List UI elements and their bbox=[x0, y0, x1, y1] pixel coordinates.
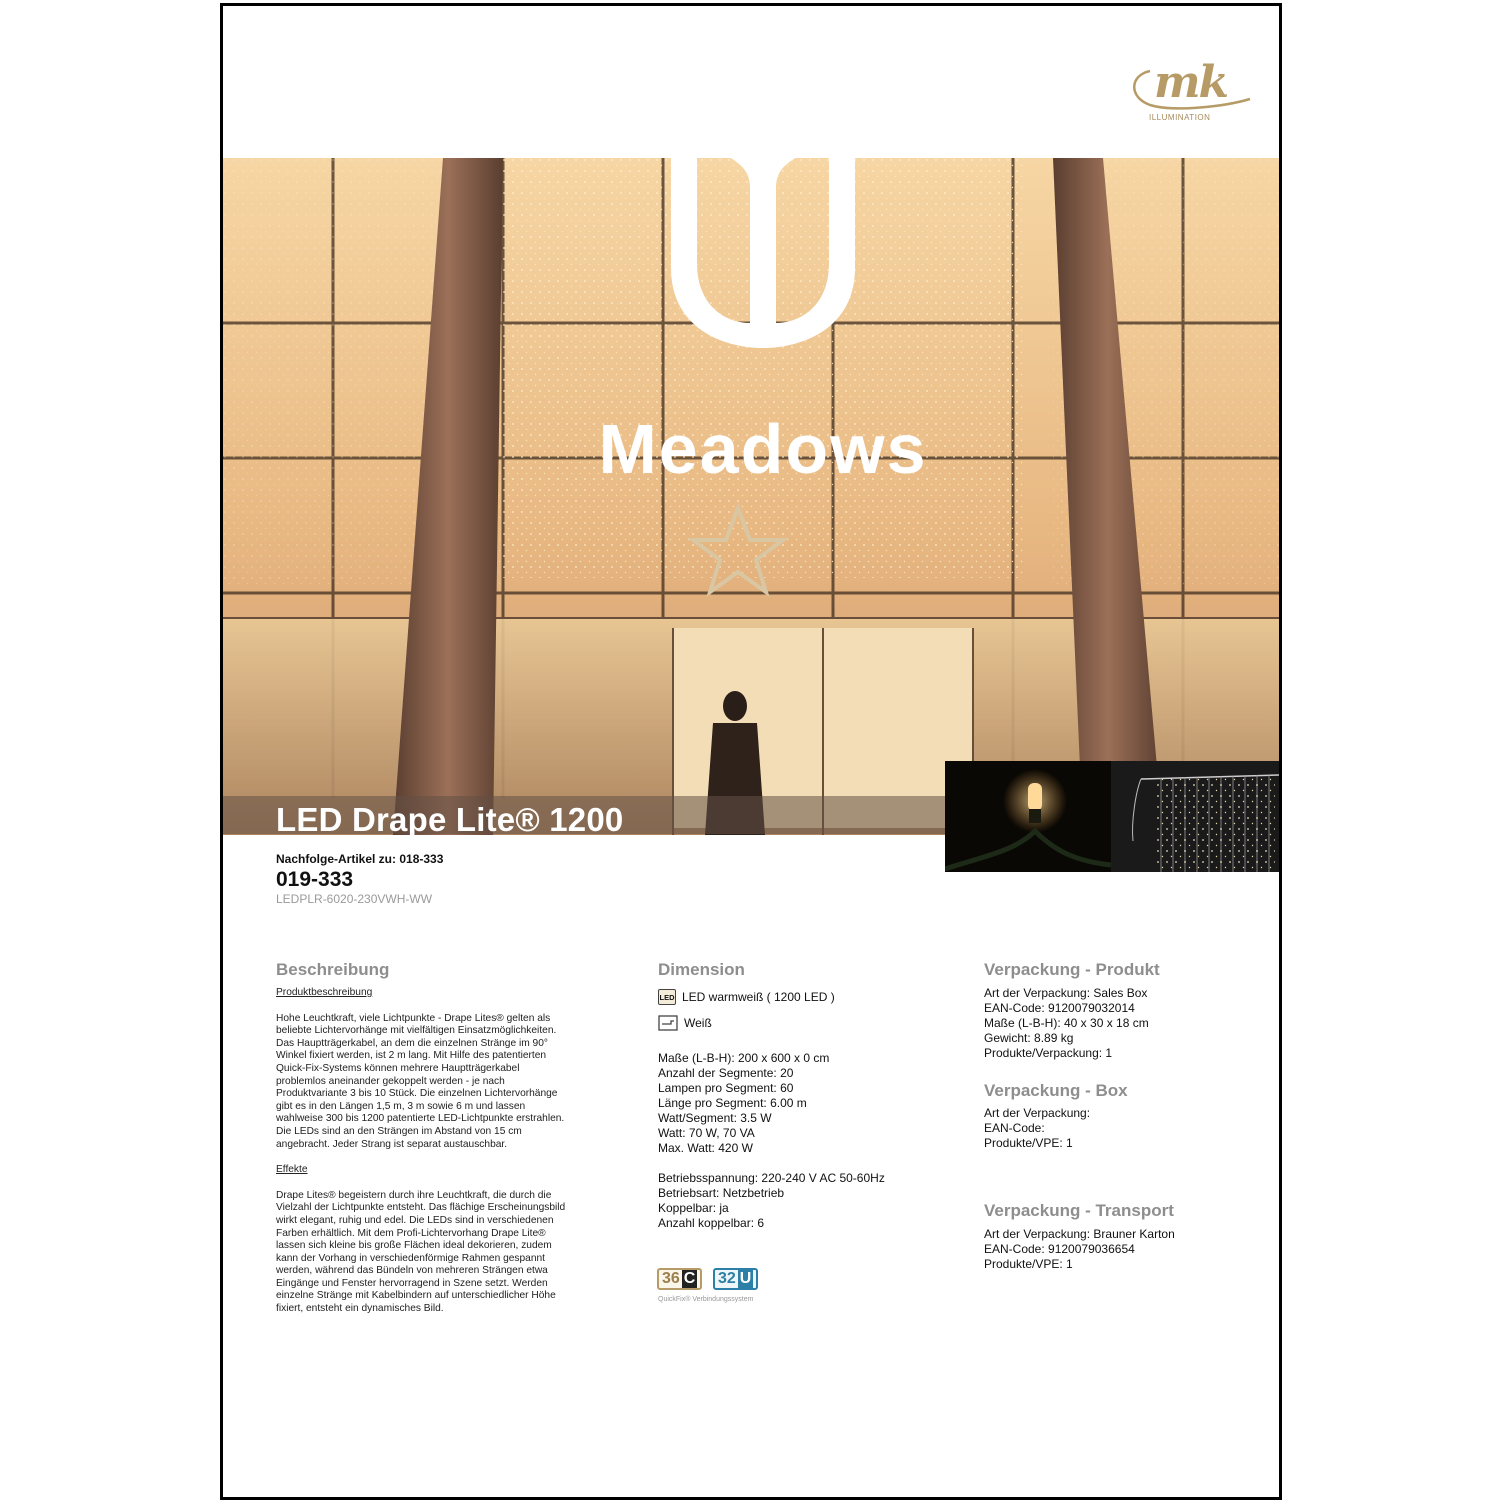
power-line: Betriebsart: Netzbetrieb bbox=[658, 1186, 785, 1200]
cable-color-label: Weiß bbox=[684, 1016, 712, 1030]
produktbeschreibung-text: Hohe Leuchtkraft, viele Lichtpunkte - Drape Lites® gelten als beliebte Lichtervorhänge mit vielfältigen Einsatzmöglichkeiten. Das Hauptträgerkabel, an dem die einzelnen Stränge im 90° Winkel fixiert werden, ist 2 m lang. Mit Hilfe des patentierten Quick-Fix-Systems können mehrere Hauptträgerkabel problemlos aneinander gekoppelt werden - je nach Produktvariante 3 bis 10 Stück. Die einzelnen Lichtervorhänge gibt es in den Längen 1,5 m, 3 m sowie 6 m und lassen wahlweise 300 bis 1200 patentierte LED-Lichtpunkte erstrahlen. Die LEDs sind an den Strängen im Abstand von 15 cm angebracht. Jeder Strang ist separat austauschbar. bbox=[276, 1012, 565, 1150]
verpackung-transport-line: Art der Verpackung: Brauner Karton bbox=[984, 1227, 1175, 1241]
spec-line: Watt/Segment: 3.5 W bbox=[658, 1111, 772, 1125]
verpackung-produkt-line: Gewicht: 8.89 kg bbox=[984, 1031, 1074, 1045]
spec-line: Lampen pro Segment: 60 bbox=[658, 1081, 794, 1095]
logo-subtitle: ILLUMINATION bbox=[1149, 113, 1211, 122]
verpackung-produkt-lines bbox=[984, 986, 1149, 1061]
datasheet-page bbox=[220, 3, 1282, 1500]
dimension-heading: Dimension bbox=[658, 960, 745, 979]
verpackung-box-line: Art der Verpackung: bbox=[984, 1106, 1091, 1120]
spec-line: Max. Watt: 420 W bbox=[658, 1141, 753, 1155]
verpackung-produkt-heading: Verpackung - Produkt bbox=[984, 960, 1160, 979]
cable-icon bbox=[658, 1014, 678, 1032]
led-closeup-thumbnail bbox=[945, 761, 1111, 872]
effekte-text: Drape Lites® begeistern durch ihre Leuchtkraft, die durch die Vielzahl der Lichtpunkte entsteht. Das flächige Erscheinungsbild wirkt elegant, ruhig und edel. Die LEDs sind in verschiedenen Farben erhältlich. Mit dem Profi-Lichtervorhang Drape Lite® lassen sich kleine bis große Flächen ideal dekorieren, zudem kann der Vorhang in verschiedenförmige Rahmen gespannt werden, während das Bündeln von mehreren Strängen etwa Eingänge und Fenster hervorragend in Szene setzt. Werden einzelne Stränge mit Kabelbindern auf unterschiedlicher Höhe fixiert, entsteht ein dynamisches Bild. bbox=[276, 1189, 566, 1315]
beschreibung-block bbox=[276, 987, 566, 1316]
verpackung-transport-lines bbox=[984, 1227, 1175, 1272]
verpackung-box-line: EAN-Code: bbox=[984, 1121, 1045, 1135]
verpackung-produkt-line: EAN-Code: 9120079032014 bbox=[984, 1001, 1135, 1015]
product-title: LED Drape Lite® 1200 bbox=[276, 801, 624, 838]
badge-32-unit: U bbox=[739, 1270, 752, 1287]
brand-logo bbox=[1128, 57, 1258, 127]
mall-sign-text: Meadows bbox=[598, 410, 928, 488]
verpackung-transport-heading: Verpackung - Transport bbox=[984, 1201, 1174, 1220]
mall-entrance-illustration bbox=[223, 158, 1279, 835]
dimension-specs bbox=[658, 1051, 829, 1156]
power-line: Koppelbar: ja bbox=[658, 1201, 729, 1215]
verpackung-transport-line: EAN-Code: 9120079036654 bbox=[984, 1242, 1135, 1256]
verpackung-produkt-line: Maße (L-B-H): 40 x 30 x 18 cm bbox=[984, 1016, 1149, 1030]
power-specs bbox=[658, 1171, 885, 1231]
cable-color-row bbox=[658, 1014, 712, 1032]
beschreibung-heading: Beschreibung bbox=[276, 960, 390, 979]
logo-text: mk bbox=[1154, 57, 1228, 108]
led-icon: LED bbox=[658, 989, 676, 1005]
spec-line: Anzahl der Segmente: 20 bbox=[658, 1066, 794, 1080]
article-number: 019-333 bbox=[276, 868, 354, 891]
badge-36-number: 36 bbox=[662, 1270, 680, 1287]
quickfix-caption: QuickFix® Verbindungssystem bbox=[658, 1296, 754, 1303]
quickfix-32-badge bbox=[713, 1268, 758, 1290]
spec-line: Länge pro Segment: 6.00 m bbox=[658, 1096, 807, 1110]
successor-article: Nachfolge-Artikel zu: 018-333 bbox=[276, 852, 444, 866]
led-color-row bbox=[658, 989, 835, 1005]
spec-line: Maße (L-B-H): 200 x 600 x 0 cm bbox=[658, 1051, 830, 1065]
verpackung-box-heading: Verpackung - Box bbox=[984, 1081, 1128, 1100]
curtain-thumbnail bbox=[1111, 761, 1279, 872]
quickfix-36-badge bbox=[657, 1268, 702, 1290]
verpackung-box-lines bbox=[984, 1106, 1090, 1151]
power-line: Anzahl koppelbar: 6 bbox=[658, 1216, 765, 1230]
verpackung-produkt-line: Produkte/Verpackung: 1 bbox=[984, 1046, 1113, 1060]
badge-36-unit: C bbox=[683, 1270, 696, 1287]
badge-32-number: 32 bbox=[718, 1270, 736, 1287]
verpackung-box-line: Produkte/VPE: 1 bbox=[984, 1136, 1073, 1150]
produktbeschreibung-subheading: Produktbeschreibung bbox=[276, 987, 373, 998]
spec-line: Watt: 70 W, 70 VA bbox=[658, 1126, 755, 1140]
hero-image bbox=[223, 158, 1279, 835]
led-color-label: LED warmweiß ( 1200 LED ) bbox=[682, 990, 835, 1004]
power-line: Betriebsspannung: 220-240 V AC 50-60Hz bbox=[658, 1171, 885, 1185]
model-code: LEDPLR-6020-230VWH-WW bbox=[276, 892, 433, 906]
verpackung-produkt-line: Art der Verpackung: Sales Box bbox=[984, 986, 1148, 1000]
effekte-subheading: Effekte bbox=[276, 1164, 308, 1176]
verpackung-transport-line: Produkte/VPE: 1 bbox=[984, 1257, 1073, 1271]
